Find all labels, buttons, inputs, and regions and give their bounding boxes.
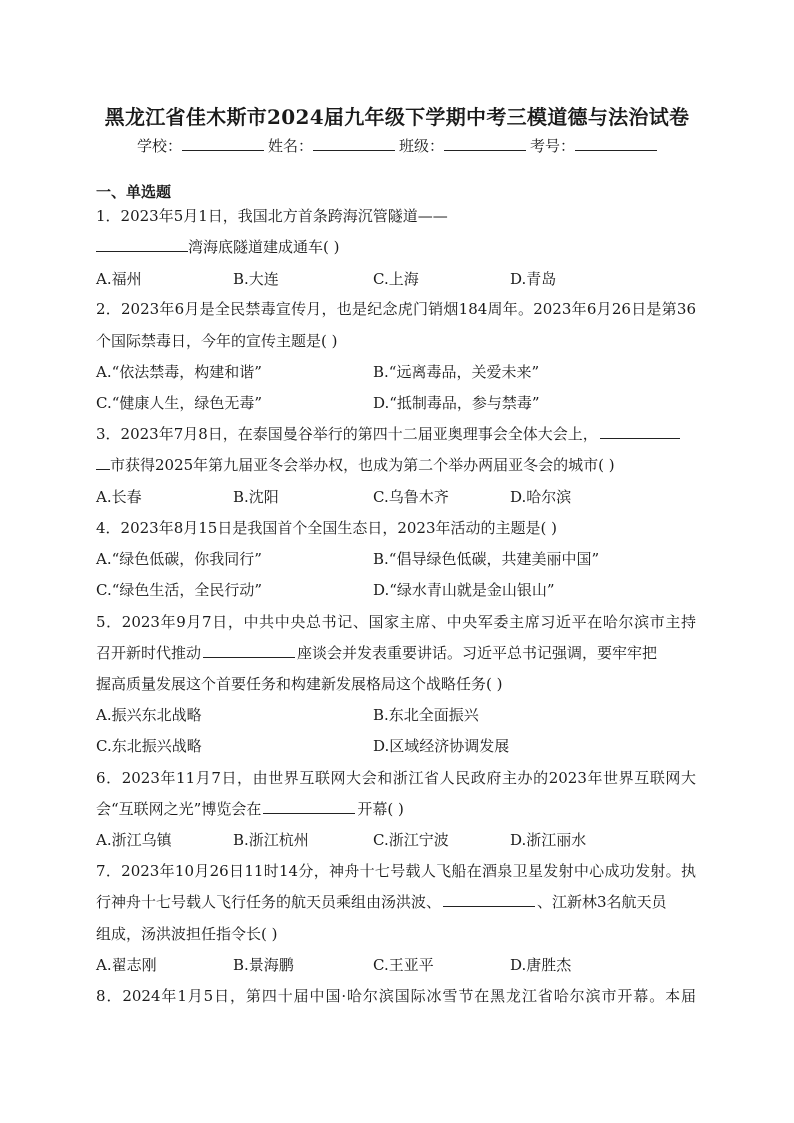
question-2-line-1: 2．2023年6月是全民禁毒宣传月，也是纪念虎门销烟184周年。2023年6月26日是第36 [96, 300, 696, 318]
name-label: 姓名： [267, 137, 313, 155]
question-6-option-d[interactable]: D.浙江丽水 [510, 831, 587, 849]
question-1-line-2: 湾海底隧道建成通车( ) [96, 236, 339, 257]
question-5-blank[interactable] [203, 642, 295, 658]
question-7-option-a[interactable]: A.翟志刚 [96, 956, 157, 974]
question-6-line-1: 6．2023年11月7日，由世界互联网大会和浙江省人民政府主办的2023年世界互联网大 [96, 769, 696, 787]
question-3-line-2: 市获得2025年第九届亚冬会举办权，也成为第二个举办两届亚冬会的城市( ) [96, 454, 615, 475]
question-5-line-2: 召开新时代推动 座谈会并发表重要讲话。习近平总书记强调，要牢牢把 [96, 644, 658, 662]
question-6-option-b[interactable]: B.浙江杭州 [233, 831, 309, 849]
class-label: 班级： [399, 137, 445, 155]
question-7-option-c[interactable]: C.王亚平 [373, 956, 434, 974]
question-5-line-3: 握高质量发展这个首要任务和构建新发展格局这个战略任务( ) [96, 675, 503, 693]
question-2-option-d[interactable]: D.“抵制毒品，参与禁毒” [373, 394, 540, 412]
question-6-blank[interactable] [263, 798, 355, 814]
question-4-line-1: 4．2023年8月15日是我国首个全国生态日，2023年活动的主题是( ) [96, 519, 557, 537]
question-1-option-c[interactable]: C.上海 [373, 270, 419, 288]
school-blank[interactable] [182, 134, 264, 151]
exam-number-blank[interactable] [575, 134, 657, 151]
question-7-line-1: 7．2023年10月26日11时14分，神舟十七号载人飞船在酒泉卫星发射中心成功发射。执 [96, 862, 696, 880]
question-4-option-c[interactable]: C.“绿色生活，全民行动” [96, 581, 263, 599]
question-2-option-b[interactable]: B.“远离毒品，关爱未来” [373, 363, 540, 381]
question-1-blank[interactable] [96, 236, 188, 252]
question-3-option-b[interactable]: B.沈阳 [233, 488, 279, 506]
question-7-blank[interactable] [443, 891, 535, 907]
question-8-line-1: 8．2024年1月5日，第四十届中国·哈尔滨国际冰雪节在黑龙江省哈尔滨市开幕。本届 [96, 987, 696, 1005]
question-4-option-b[interactable]: B.“倡导绿色低碳，共建美丽中国” [373, 550, 600, 568]
question-5-option-b[interactable]: B.东北全面振兴 [373, 706, 479, 724]
question-4-option-d[interactable]: D.“绿水青山就是金山银山” [373, 581, 555, 599]
question-3-option-d[interactable]: D.哈尔滨 [510, 488, 572, 506]
student-info-row [0, 134, 794, 156]
question-1-option-a[interactable]: A.福州 [96, 270, 142, 288]
exam-number-label: 考号： [530, 137, 576, 155]
question-2-line-2: 个国际禁毒日，今年的宣传主题是( ) [96, 332, 338, 350]
question-3-blank-part-1[interactable] [600, 423, 680, 439]
question-6-option-c[interactable]: C.浙江宁波 [373, 831, 449, 849]
question-7-option-d[interactable]: D.唐胜杰 [510, 956, 572, 974]
question-3-option-c[interactable]: C.乌鲁木齐 [373, 488, 449, 506]
question-5-option-a[interactable]: A.振兴东北战略 [96, 706, 202, 724]
page-title: 黑龙江省佳木斯市2024届九年级下学期中考三模道德与法治试卷 [104, 105, 690, 129]
question-5-option-c[interactable]: C.东北振兴战略 [96, 737, 202, 755]
question-3-line-1: 3．2023年7月8日，在泰国曼谷举行的第四十二届亚奥理事会全体大会上， [96, 423, 680, 444]
class-blank[interactable] [444, 134, 526, 151]
question-7-option-b[interactable]: B.景海鹏 [233, 956, 294, 974]
school-label: 学校： [136, 137, 182, 155]
question-5-line-1: 5．2023年9月7日，中共中央总书记、国家主席、中央军委主席习近平在哈尔滨市主持 [96, 613, 696, 631]
question-1-line-1: 1．2023年5月1日，我国北方首条跨海沉管隧道—— [96, 207, 448, 225]
question-2-option-a[interactable]: A.“依法禁毒，构建和谐” [96, 363, 262, 381]
question-7-line-2: 行神舟十七号载人飞行任务的航天员乘组由汤洪波、 、江新林3名航天员 [96, 893, 667, 911]
question-3-option-a[interactable]: A.长春 [96, 488, 142, 506]
question-6-line-2: 会“互联网之光”博览会在 开幕( ) [96, 800, 404, 818]
question-3-blank-part-2[interactable] [96, 454, 110, 470]
question-6-option-a[interactable]: A.浙江乌镇 [96, 831, 172, 849]
question-1-option-b[interactable]: B.大连 [233, 270, 279, 288]
section-heading: 一、单选题 [96, 183, 172, 201]
question-1-option-d[interactable]: D.青岛 [510, 270, 557, 288]
question-2-option-c[interactable]: C.“健康人生，绿色无毒” [96, 394, 263, 412]
question-7-line-3: 组成，汤洪波担任指令长( ) [96, 925, 278, 943]
question-5-option-d[interactable]: D.区域经济协调发展 [373, 737, 510, 755]
question-4-option-a[interactable]: A.“绿色低碳，你我同行” [96, 550, 262, 568]
name-blank[interactable] [313, 134, 395, 151]
